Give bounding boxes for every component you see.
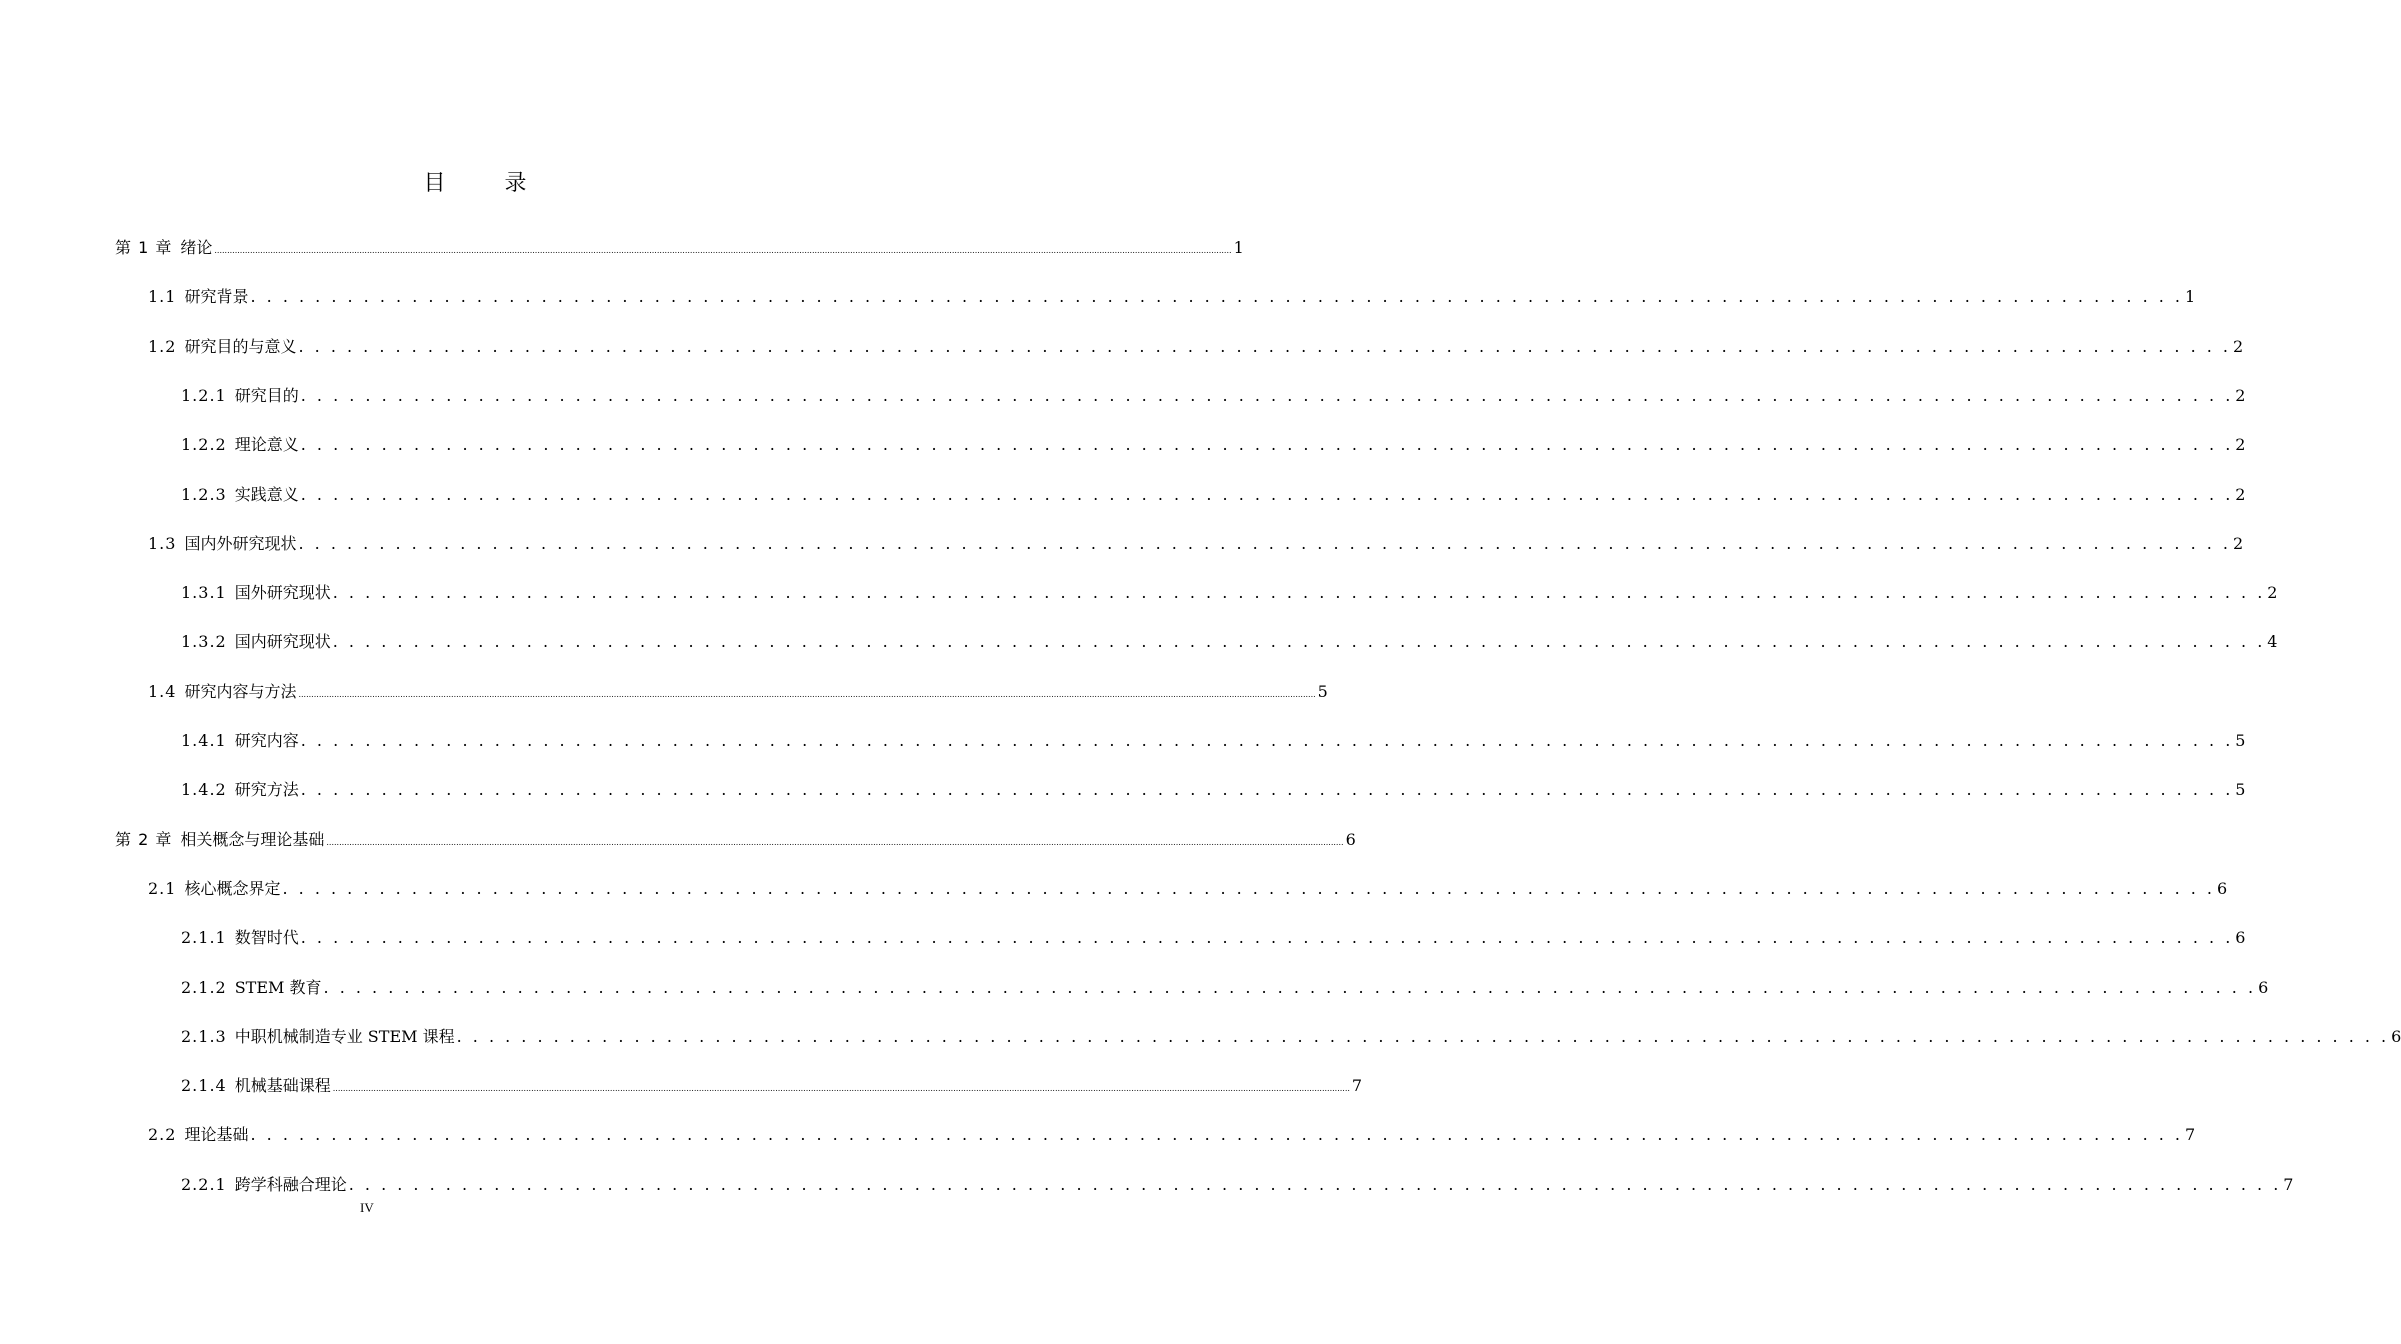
toc-entry-number: 2.1.2 (181, 977, 227, 997)
toc-entry-title: 研究目的与意义 (184, 336, 297, 356)
dot-leader: . . . . . . . . . . . . . . . . . . . . . . . . . . . . . . . . . . . . . . . . . . . . . . . . . . . . . . . . . . . . . . . . . . . . . . . . . . . . . . . . . . . . . . . . . . . . . . . . . . . . . . . . . . . . . . . . . . . . . . . . (300, 484, 2234, 504)
toc-entry-label (181, 731, 299, 751)
toc-entry-label (115, 830, 324, 850)
dot-leader: . . . . . . . . . . . . . . . . . . . . . . . . . . . . . . . . . . . . . . . . . . . . . . . . . . . . . . . . . . . . . . . . . . . . . . . . . . . . . . . . . . . . . . . . . . . . . . . . . . . . . . . . . . . . . . . . . . . . . . . . (300, 385, 2234, 405)
toc-entry[interactable] (181, 622, 2278, 652)
toc-entry-label (181, 1076, 331, 1096)
toc-entry[interactable] (181, 918, 2246, 948)
toc-entry-label (148, 534, 296, 554)
toc-entry[interactable] (181, 475, 2246, 505)
toc-entry-title: 数智时代 (234, 928, 299, 948)
toc-entry-title: 实践意义 (234, 484, 299, 504)
toc-entry[interactable] (181, 1165, 2294, 1195)
dot-leader: . . . . . . . . . . . . . . . . . . . . . . . . . . . . . . . . . . . . . . . . . . . . . . . . . . . . . . . . . . . . . . . . . . . . . . . . . . . . . . . . . . . . . . . . . . . . . . . . . . . . . . . . . . . . . . . . . . . . . . . . (282, 878, 2216, 898)
toc-entry-page: 1 (1233, 238, 1244, 257)
toc-entry-number: 1.2.2 (181, 435, 227, 455)
dot-leader: . . . . . . . . . . . . . . . . . . . . . . . . . . . . . . . . . . . . . . . . . . . . . . . . . . . . . . . . . . . . . . . . . . . . . . . . . . . . . . . . . . . . . . . . . . . . . . . . . . . . . . . . . . . . . . . . . . . . . . . . (250, 1125, 2184, 1145)
dot-leader: . . . . . . . . . . . . . . . . . . . . . . . . . . . . . . . . . . . . . . . . . . . . . . . . . . . . . . . . . . . . . . . . . . . . . . . . . . . . . . . . . . . . . . . . . . . . . . . . . . . . . . . . . . . . . . . . . . . . . . . . (348, 1174, 2282, 1194)
toc-entry-title: 理论意义 (234, 435, 299, 455)
toc-entry[interactable] (181, 721, 2246, 751)
dot-leader: . . . . . . . . . . . . . . . . . . . . . . . . . . . . . . . . . . . . . . . . . . . . . . . . . . . . . . . . . . . . . . . . . . . . . . . . . . . . . . . . . . . . . . . . . . . . . . . . . . . . . . . . . . . . . . . . . . . . . . . . (456, 1026, 2390, 1046)
toc-entry-number: 1.2.1 (181, 385, 227, 405)
toc-entry-page: 6 (2258, 977, 2269, 997)
toc-entry[interactable] (148, 327, 2244, 357)
dot-leader: . . . . . . . . . . . . . . . . . . . . . . . . . . . . . . . . . . . . . . . . . . . . . . . . . . . . . . . . . . . . . . . . . . . . . . . . . . . . . . . . . . . . . . . . . . . . . . . . . . . . . . . . . . . . . . . . . . . . . . . . (300, 780, 2234, 800)
toc-entry-page: 7 (2185, 1125, 2196, 1145)
page-number: IV (360, 1200, 374, 1215)
dot-leader: ................................................................................................................................................................................................................................................................................................................................................................................................................ (298, 689, 1316, 699)
toc-entry[interactable] (181, 425, 2246, 455)
toc-entry-page: 2 (2233, 533, 2244, 553)
toc-entry[interactable] (148, 869, 2228, 899)
toc-entry-page: 2 (2233, 336, 2244, 356)
toc-entry[interactable] (181, 1066, 1363, 1096)
dot-leader: ................................................................................................................................................................................................................................................................................................................................................................................................................ (214, 246, 1232, 255)
toc-entry-page: 4 (2267, 632, 2278, 652)
dot-leader: ................................................................................................................................................................................................................................................................................................................................................................................................................ (332, 1084, 1350, 1094)
toc-entry-number: 1.3.2 (181, 632, 227, 652)
toc-entry[interactable] (181, 968, 2269, 998)
toc-entry-label (148, 1125, 248, 1145)
toc-entry-label (181, 1027, 455, 1047)
toc-entry-number: 第 2 章 (115, 829, 173, 849)
toc-entry-number: 2.2 (148, 1125, 177, 1145)
toc-entry-title: 国内研究现状 (234, 632, 331, 652)
toc-entry-page: 6 (2217, 878, 2228, 898)
toc-entry-label (181, 435, 299, 455)
toc-entry-number: 1.2 (148, 336, 177, 356)
toc-entry[interactable] (181, 376, 2246, 406)
dot-leader: ................................................................................................................................................................................................................................................................................................................................................................................................................ (326, 837, 1344, 847)
toc-entry-title: 跨学科融合理论 (234, 1174, 347, 1194)
toc-entry-title: 研究目的 (234, 385, 299, 405)
toc-entry[interactable] (181, 770, 2246, 800)
toc-entry-number: 2.2.1 (181, 1174, 227, 1194)
toc-entry-label (181, 583, 331, 603)
toc-entry-label (115, 238, 212, 258)
toc-entry[interactable] (115, 228, 1244, 258)
toc-entry-page: 6 (2235, 928, 2246, 948)
toc-entry-label (181, 632, 331, 652)
toc-entry-number: 2.1.4 (181, 1076, 227, 1096)
toc-entry-page: 1 (2185, 287, 2196, 307)
dot-leader: . . . . . . . . . . . . . . . . . . . . . . . . . . . . . . . . . . . . . . . . . . . . . . . . . . . . . . . . . . . . . . . . . . . . . . . . . . . . . . . . . . . . . . . . . . . . . . . . . . . . . . . . . . . . . . . . . . . . . . . . (300, 435, 2234, 455)
toc-entry[interactable] (148, 1115, 2196, 1145)
dot-leader: . . . . . . . . . . . . . . . . . . . . . . . . . . . . . . . . . . . . . . . . . . . . . . . . . . . . . . . . . . . . . . . . . . . . . . . . . . . . . . . . . . . . . . . . . . . . . . . . . . . . . . . . . . . . . . . . . . . . . . . . (332, 632, 2266, 652)
toc-entry-page: 6 (1345, 829, 1356, 849)
toc-entry-title: 研究内容与方法 (184, 681, 297, 701)
toc-entry-title: 国外研究现状 (234, 583, 331, 603)
toc-entry-title: 绪论 (180, 238, 213, 257)
toc-entry[interactable] (148, 672, 1328, 702)
toc-entry-title: 国内外研究现状 (184, 533, 297, 553)
dot-leader: . . . . . . . . . . . . . . . . . . . . . . . . . . . . . . . . . . . . . . . . . . . . . . . . . . . . . . . . . . . . . . . . . . . . . . . . . . . . . . . . . . . . . . . . . . . . . . . . . . . . . . . . . . . . . . . . . . . . . . . . (332, 583, 2266, 603)
toc-entry-number: 2.1.3 (181, 1026, 227, 1046)
dot-leader: . . . . . . . . . . . . . . . . . . . . . . . . . . . . . . . . . . . . . . . . . . . . . . . . . . . . . . . . . . . . . . . . . . . . . . . . . . . . . . . . . . . . . . . . . . . . . . . . . . . . . . . . . . . . . . . . . . . . . . . . (300, 731, 2234, 750)
toc-entry-title: 研究内容 (234, 731, 299, 750)
dot-leader: . . . . . . . . . . . . . . . . . . . . . . . . . . . . . . . . . . . . . . . . . . . . . . . . . . . . . . . . . . . . . . . . . . . . . . . . . . . . . . . . . . . . . . . . . . . . . . . . . . . . . . . . . . . . . . . . . . . . . . . . (300, 928, 2234, 948)
toc-entry-label (181, 780, 299, 800)
toc-entry-label (148, 337, 296, 357)
toc-entry-label (181, 485, 299, 505)
toc-entry-number: 1.4.2 (181, 780, 227, 800)
toc-entry-title: 理论基础 (184, 1125, 249, 1145)
toc-entry-number: 1.3 (148, 533, 177, 553)
toc-entry-title: 研究背景 (184, 287, 249, 307)
toc-entry-page: 2 (2267, 583, 2278, 603)
toc-entry-number: 1.1 (148, 287, 177, 307)
toc-entry-label (181, 928, 299, 948)
page-title: 目 录 (423, 171, 553, 196)
toc-entry[interactable] (115, 820, 1356, 850)
toc-entry-page: 5 (2235, 780, 2246, 800)
toc-entry-title: 研究方法 (234, 780, 299, 800)
toc-entry[interactable] (148, 524, 2244, 554)
toc-entry-page: 7 (1351, 1076, 1363, 1096)
toc-entry-title: 相关概念与理论基础 (180, 829, 325, 849)
toc-entry-page: 6 (2391, 1026, 2401, 1046)
toc-entry[interactable] (148, 277, 2196, 307)
dot-leader: . . . . . . . . . . . . . . . . . . . . . . . . . . . . . . . . . . . . . . . . . . . . . . . . . . . . . . . . . . . . . . . . . . . . . . . . . . . . . . . . . . . . . . . . . . . . . . . . . . . . . . . . . . . . . . . . . . . . . . . . (298, 533, 2232, 553)
toc-entry-number: 2.1.1 (181, 928, 227, 948)
toc-entry-label (181, 386, 299, 406)
toc-entry-label (181, 1175, 347, 1195)
dot-leader: . . . . . . . . . . . . . . . . . . . . . . . . . . . . . . . . . . . . . . . . . . . . . . . . . . . . . . . . . . . . . . . . . . . . . . . . . . . . . . . . . . . . . . . . . . . . . . . . . . . . . . . . . . . . . . . . . . . . . . . . (323, 977, 2257, 997)
toc-entry[interactable] (181, 1017, 2401, 1047)
toc-entry[interactable] (181, 573, 2278, 603)
toc-entry-title: 核心概念界定 (184, 878, 281, 898)
toc-entry-title: 中职机械制造专业 STEM 课程 (234, 1026, 455, 1046)
toc-entry-page: 2 (2235, 484, 2246, 504)
toc-entry-page: 7 (2283, 1174, 2294, 1194)
toc-entry-label (148, 879, 280, 899)
dot-leader: . . . . . . . . . . . . . . . . . . . . . . . . . . . . . . . . . . . . . . . . . . . . . . . . . . . . . . . . . . . . . . . . . . . . . . . . . . . . . . . . . . . . . . . . . . . . . . . . . . . . . . . . . . . . . . . . . . . . . . . . (250, 287, 2184, 307)
toc-entry-title: 机械基础课程 (234, 1076, 331, 1096)
toc-entry-title: STEM 教育 (234, 977, 322, 997)
toc-entry-number: 1.2.3 (181, 484, 227, 504)
toc-entry-page: 2 (2235, 435, 2246, 455)
toc-entry-number: 第 1 章 (115, 238, 173, 257)
dot-leader: . . . . . . . . . . . . . . . . . . . . . . . . . . . . . . . . . . . . . . . . . . . . . . . . . . . . . . . . . . . . . . . . . . . . . . . . . . . . . . . . . . . . . . . . . . . . . . . . . . . . . . . . . . . . . . . . . . . . . . . . (298, 336, 2232, 356)
toc-entry-number: 1.4 (148, 681, 177, 701)
toc-entry-page: 5 (2235, 731, 2246, 750)
toc-entry-number: 1.4.1 (181, 731, 227, 750)
toc-entry-page: 2 (2235, 385, 2246, 405)
toc-entry-number: 2.1 (148, 878, 177, 898)
toc-entry-label (181, 978, 322, 998)
toc-entry-label (148, 287, 248, 307)
toc-entry-label (148, 682, 296, 702)
toc-entry-number: 1.3.1 (181, 583, 227, 603)
toc-entry-page: 5 (1317, 681, 1328, 701)
